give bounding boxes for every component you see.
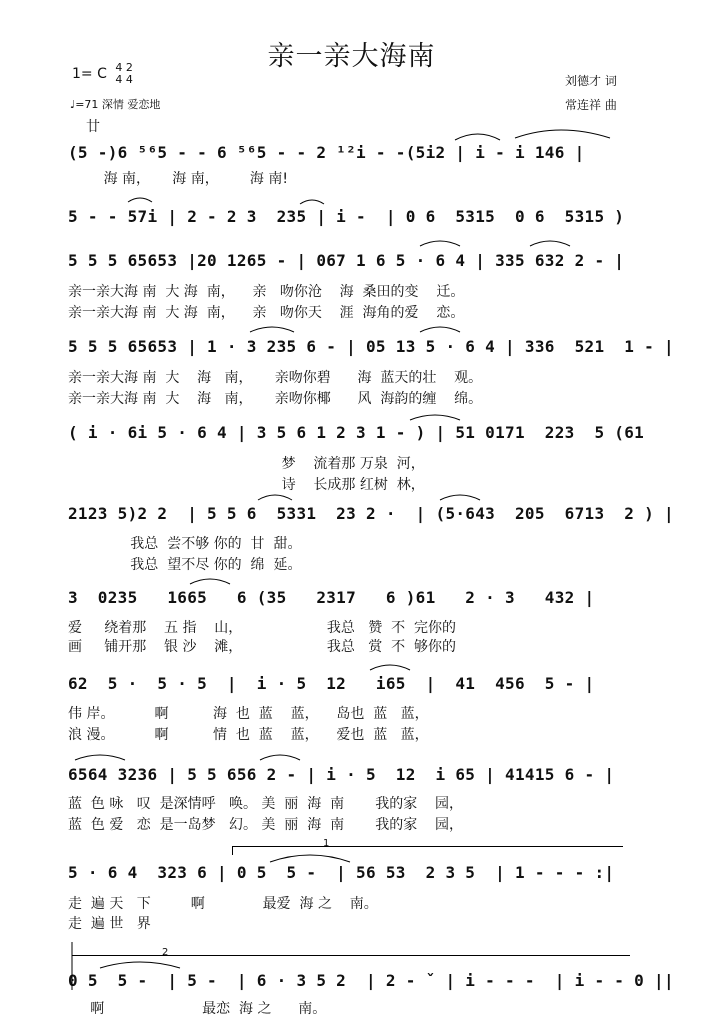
slur (420, 327, 460, 332)
fermata-mark: 廿 (86, 119, 100, 135)
time-signature (115, 62, 133, 86)
slur (370, 665, 410, 670)
volta-number-2: 2 (162, 947, 169, 958)
slur (530, 241, 570, 246)
slur (515, 130, 610, 138)
volta-bracket-2 (72, 947, 630, 964)
music-line-9: 6564 3236 | 5 5 656 2 - | i · 5 12 i 65 | 41415 6 - | (68, 765, 615, 784)
tempo-marking: ♩=71 深情 爱恋地 (70, 98, 161, 111)
music-line-3: 5 5 5 65653 |20 1265 - | 067 1 6 5 · 6 4 | 335 632 2 - | (68, 251, 625, 270)
lyric-line: 爱 绕着那 五 指 山， 我总 赞 不 完你的 (68, 620, 457, 636)
composer-credit: 常连祥 曲 (565, 98, 617, 112)
lyric-line: 亲一亲大海 南 大 海 南， 亲 吻你天 涯 海角的爱 恋。 (68, 305, 465, 321)
music-line-7: 3 0235 1665 6 (35 2317 6 )61 2 · 3 432 | (68, 588, 595, 607)
song-title: 亲一亲大海南 (267, 41, 436, 72)
lyric-line: 我总 尝不够 你的 甘 甜。 (68, 536, 302, 552)
music-line-1: (5 -)6 ⁵⁶5 - - 6 ⁵⁶5 - - 2 ¹²i - -(5i2 | i - i 146 | (68, 143, 585, 162)
volta-number-1: 1 (323, 838, 330, 849)
slur (270, 855, 350, 862)
music-line-6: 2123 5)2 2 | 5 5 6 5331 23 2 · | (5·643 205 6713 2 ) | (68, 504, 674, 523)
lyric-line: 我总 望不尽 你的 绵 延。 (68, 557, 302, 573)
slur (410, 415, 460, 420)
music-line-8: 62 5 · 5 · 5 | i · 5 12 i65 | 41 456 5 - | (68, 674, 595, 693)
lyric-line: 亲一亲大海 南 大 海 南， 亲吻你碧 海 蓝天的壮 观。 (68, 370, 483, 386)
slur (440, 495, 480, 500)
music-line-11: 0 5 5 - | 5 - | 6 · 3 5 2 | 2 - ˇ | i - - - | i - - 0 || (68, 971, 674, 990)
time-signature-top: 4 2 (115, 61, 133, 74)
lyric-line: 走 遍 天 下 啊 最爱 海 之 南。 (68, 896, 378, 912)
lyric-line: 蓝 色 咏 叹 是深情呼 唤。 美 丽 海 南 我的家 园， (68, 796, 464, 812)
slur (300, 200, 324, 204)
slur (260, 755, 300, 760)
lyricist-credit: 刘德才 词 (565, 74, 617, 88)
slur (420, 241, 460, 246)
lyric-line: 梦 流着那 万泉 河， (68, 456, 425, 472)
lyric-line: 亲一亲大海 南 大 海 南， 亲吻你椰 风 海韵的缠 绵。 (68, 391, 483, 407)
lyric-line: 画 铺开那 银 沙 滩， 我总 赏 不 够你的 (68, 639, 457, 655)
slur (258, 495, 292, 500)
key-label: 1= C (72, 66, 107, 82)
slur (250, 327, 294, 332)
music-line-5: ( i · 6i 5 · 6 4 | 3 5 6 1 2 3 1 - ) | 51 0171 223 5 (61 (68, 423, 645, 442)
volta-bracket-1 (232, 838, 623, 855)
lyric-line: 蓝 色 爱 恋 是一岛梦 幻。 美 丽 海 南 我的家 园， (68, 817, 464, 833)
music-line-4: 5 5 5 65653 | 1 · 3 235 6 - | 05 13 5 · 6 4 | 336 521 1 - | (68, 337, 674, 356)
slur (75, 755, 125, 760)
slur (190, 579, 230, 584)
lyric-line: 海 南， 海 南， 海 南! (68, 171, 288, 187)
lyric-line: 亲一亲大海 南 大 海 南， 亲 吻你沧 海 桑田的变 迁。 (68, 284, 465, 300)
lyric-line: 浪 漫。 啊 情 也 蓝 蓝， 爱也 蓝 蓝， (68, 727, 429, 743)
lyric-line: 伟 岸。 啊 海 也 蓝 蓝， 岛也 蓝 蓝， (68, 706, 429, 722)
lyric-line: 走 遍 世 界 (68, 916, 151, 932)
music-line-10: 5 · 6 4 323 6 | 0 5 5 - | 56 53 2 3 5 | 1 - - - :| (68, 863, 615, 882)
lyric-line: 啊 最恋 海 之 南。 (68, 1001, 327, 1017)
time-signature-bottom: 4 4 (115, 73, 133, 86)
slur (128, 198, 152, 202)
slur (455, 134, 500, 140)
key-signature (72, 62, 133, 86)
music-line-2: 5 - - 57i | 2 - 2 3 235 | i - | 0 6 5315 0 6 5315 ) (68, 207, 625, 226)
lyric-line: 诗 长成那 红树 林， (68, 477, 425, 493)
